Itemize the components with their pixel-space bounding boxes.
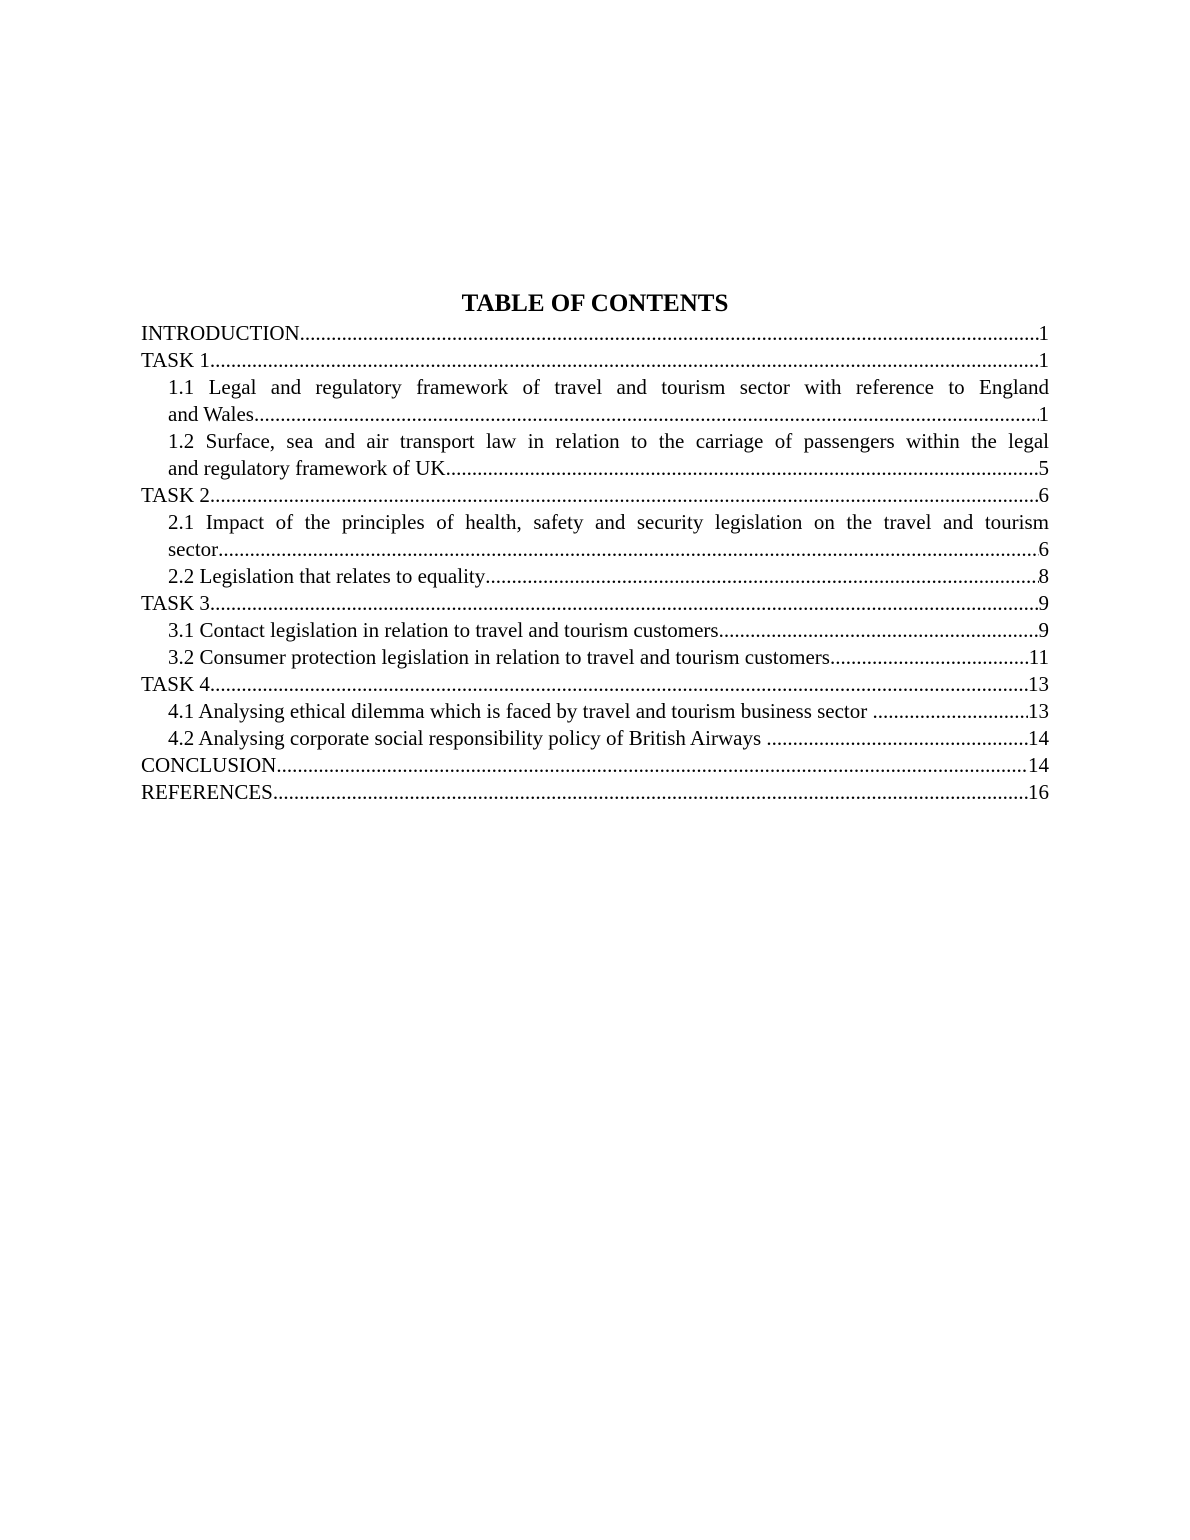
- toc-page-number: 9: [1038, 618, 1049, 642]
- toc-entry-text: 2.2 Legislation that relates to equality: [168, 564, 486, 588]
- toc-entry-task-1[interactable]: [141, 347, 1049, 374]
- toc-leader: [873, 698, 1028, 725]
- toc-page-number: 1: [1038, 321, 1049, 345]
- toc-page-number: 1: [1038, 402, 1049, 426]
- toc-leader: [830, 644, 1029, 671]
- toc-leader: [300, 320, 1039, 347]
- toc-entry-4-1[interactable]: [141, 698, 1049, 725]
- toc-entry-text: TASK 2: [141, 483, 210, 507]
- toc-page-number: 13: [1028, 699, 1049, 723]
- toc-entry-2-1[interactable]: [141, 509, 1049, 563]
- toc-entry-references[interactable]: [141, 779, 1049, 806]
- toc-entry-text: INTRODUCTION: [141, 321, 300, 345]
- toc-entry-text: and regulatory framework of UK: [168, 456, 446, 480]
- toc-leader: [210, 482, 1039, 509]
- toc-page-number: 16: [1028, 780, 1049, 804]
- toc-leader: [766, 725, 1028, 752]
- toc-entry-task-3[interactable]: [141, 590, 1049, 617]
- toc-entry-text: 4.1 Analysing ethical dilemma which is faced by travel and tourism business sector: [168, 699, 873, 723]
- toc-entry-4-2[interactable]: [141, 725, 1049, 752]
- toc-leader: [273, 779, 1028, 806]
- toc-entry-first-line: 1.2 Surface, sea and air transport law in relation to the carriage of passengers within the legal: [168, 429, 1049, 453]
- toc-leader: [719, 617, 1039, 644]
- toc-entry-1-1[interactable]: [141, 374, 1049, 428]
- toc-entry-text: 3.2 Consumer protection legislation in relation to travel and tourism customers: [168, 645, 830, 669]
- toc-entry-first-line: 2.1 Impact of the principles of health, safety and security legislation on the travel and tourism: [168, 510, 1049, 534]
- toc-entry-task-2[interactable]: [141, 482, 1049, 509]
- toc-page-number: 9: [1038, 591, 1049, 615]
- toc-entry-first-line: 1.1 Legal and regulatory framework of travel and tourism sector with reference to England: [168, 375, 1049, 399]
- toc-leader: [276, 752, 1028, 779]
- toc-page-number: 13: [1028, 672, 1049, 696]
- toc-page-number: 14: [1028, 753, 1049, 777]
- toc-entry-task-4[interactable]: [141, 671, 1049, 698]
- toc-entry-3-2[interactable]: [141, 644, 1049, 671]
- toc-title: TABLE OF CONTENTS: [461, 290, 729, 317]
- toc-entry-text: TASK 3: [141, 591, 210, 615]
- toc-entry-3-1[interactable]: [141, 617, 1049, 644]
- toc-entry-text: 4.2 Analysing corporate social responsibility policy of British Airways: [168, 726, 767, 750]
- toc-leader: [218, 536, 1038, 563]
- toc-entry-2-2[interactable]: [141, 563, 1049, 590]
- toc-leader: [446, 455, 1039, 482]
- toc-page-number: 1: [1038, 348, 1049, 372]
- toc-page-number: 6: [1038, 537, 1049, 561]
- toc-page-number: 8: [1038, 564, 1049, 588]
- toc-leader: [210, 347, 1039, 374]
- table-of-contents: [141, 288, 1049, 806]
- toc-entry-1-2[interactable]: [141, 428, 1049, 482]
- toc-leader: [254, 401, 1039, 428]
- toc-entry-text: TASK 1: [141, 348, 210, 372]
- toc-page-number: 6: [1038, 483, 1049, 507]
- toc-entry-text: REFERENCES: [141, 780, 273, 804]
- toc-leader: [485, 563, 1038, 590]
- toc-entry-text: and Wales: [168, 402, 254, 426]
- toc-page-number: 11: [1028, 645, 1049, 669]
- toc-entry-conclusion[interactable]: [141, 752, 1049, 779]
- toc-leader: [210, 590, 1039, 617]
- toc-leader: [210, 671, 1028, 698]
- toc-entry-text: 3.1 Contact legislation in relation to travel and tourism customers: [168, 618, 719, 642]
- toc-page-number: 14: [1028, 726, 1049, 750]
- toc-entry-text: CONCLUSION: [141, 753, 277, 777]
- toc-entry-text: sector: [168, 537, 219, 561]
- toc-entry-text: TASK 4: [141, 672, 210, 696]
- toc-page-number: 5: [1038, 456, 1049, 480]
- toc-entry-introduction[interactable]: [141, 320, 1049, 347]
